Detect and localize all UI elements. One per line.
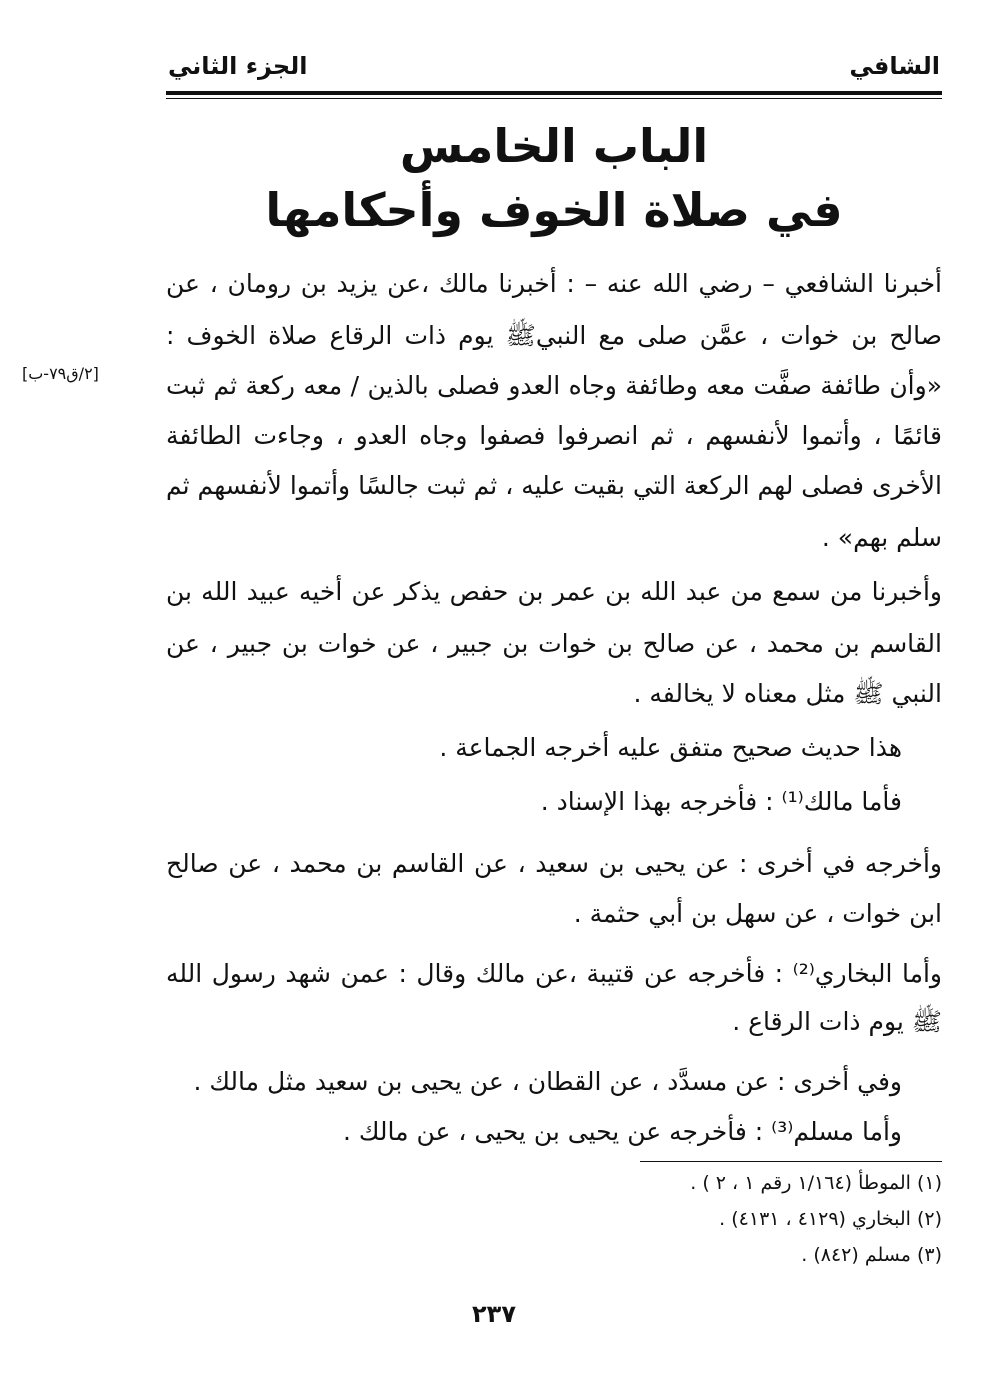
text-line: هذا حديث صحيح متفق عليه أخرجه الجماعة . [439, 733, 902, 762]
running-header-book-title: الشافي [849, 52, 940, 80]
text-line: صالح بن خوات ، عمَّن صلى مع النبيﷺ يوم ذات الرقاع صلاة الخوف : [166, 321, 942, 350]
text-line: النبي ﷺ مثل معناه لا يخالفه . [633, 679, 942, 708]
text-line: سلم بهم» . [821, 523, 942, 552]
text-line: «وأن طائفة صفَّت معه وطائفة وجاه العدو فصلى بالذين / معه ركعة ثم ثبت [166, 371, 942, 400]
text-line: الأخرى فصلى لهم الركعة التي بقيت عليه ، ثم ثبت جالسًا وأتموا لأنفسهم ثم [166, 471, 942, 500]
text-line: القاسم بن محمد ، عن صالح بن خوات بن جبير ، عن خوات بن جبير ، عن [166, 629, 942, 658]
text-line: وأخبرنا من سمع من عبد الله بن عمر بن حفص يذكر عن أخيه عبيد الله بن [166, 577, 942, 606]
text-line: قائمًا ، وأتموا لأنفسهم ، ثم انصرفوا فصفوا وجاه العدو ، وجاءت الطائفة [166, 421, 942, 450]
text-line: فأما مالك⁽¹⁾ : فأخرجه بهذا الإسناد . [540, 787, 902, 816]
text-line: وأما البخاري⁽²⁾ : فأخرجه عن قتيبة ،عن مالك وقال : عمن شهد رسول الله [166, 959, 942, 988]
chapter-title: الباب الخامس [399, 119, 709, 173]
footnote-divider [640, 1161, 942, 1162]
text-line: ﷺ يوم ذات الرقاع . [732, 1007, 942, 1036]
header-rule-thin [166, 98, 942, 99]
manuscript-folio-note: [٢/ق٧٩-ب] [22, 364, 99, 383]
footnote-3: (٣) مسلم (٨٤٢) . [801, 1244, 942, 1266]
running-header-volume: الجزء الثاني [168, 52, 308, 80]
header-rule-thick [166, 91, 942, 95]
text-line: ابن خوات ، عن سهل بن أبي حثمة . [573, 899, 942, 928]
text-line: وأخرجه في أخرى : عن يحيى بن سعيد ، عن القاسم بن محمد ، عن صالح [166, 849, 942, 878]
text-line: وأما مسلم⁽³⁾ : فأخرجه عن يحيى بن يحيى ، عن مالك . [342, 1117, 902, 1146]
footnote-2: (٢) البخاري (٤١٢٩ ، ٤١٣١) . [719, 1208, 942, 1230]
page-number: ٢٣٧ [472, 1300, 516, 1328]
text-line: أخبرنا الشافعي – رضي الله عنه – : أخبرنا مالك ،عن يزيد بن رومان ، عن [166, 269, 942, 298]
text-line: وفي أخرى : عن مسدَّد ، عن القطان ، عن يحيى بن سعيد مثل مالك . [193, 1067, 902, 1096]
footnote-1: (١) الموطأ (١/١٦٤ رقم ١ ، ٢ ) . [690, 1172, 942, 1194]
chapter-subtitle: في صلاة الخوف وأحكامها [265, 183, 843, 237]
